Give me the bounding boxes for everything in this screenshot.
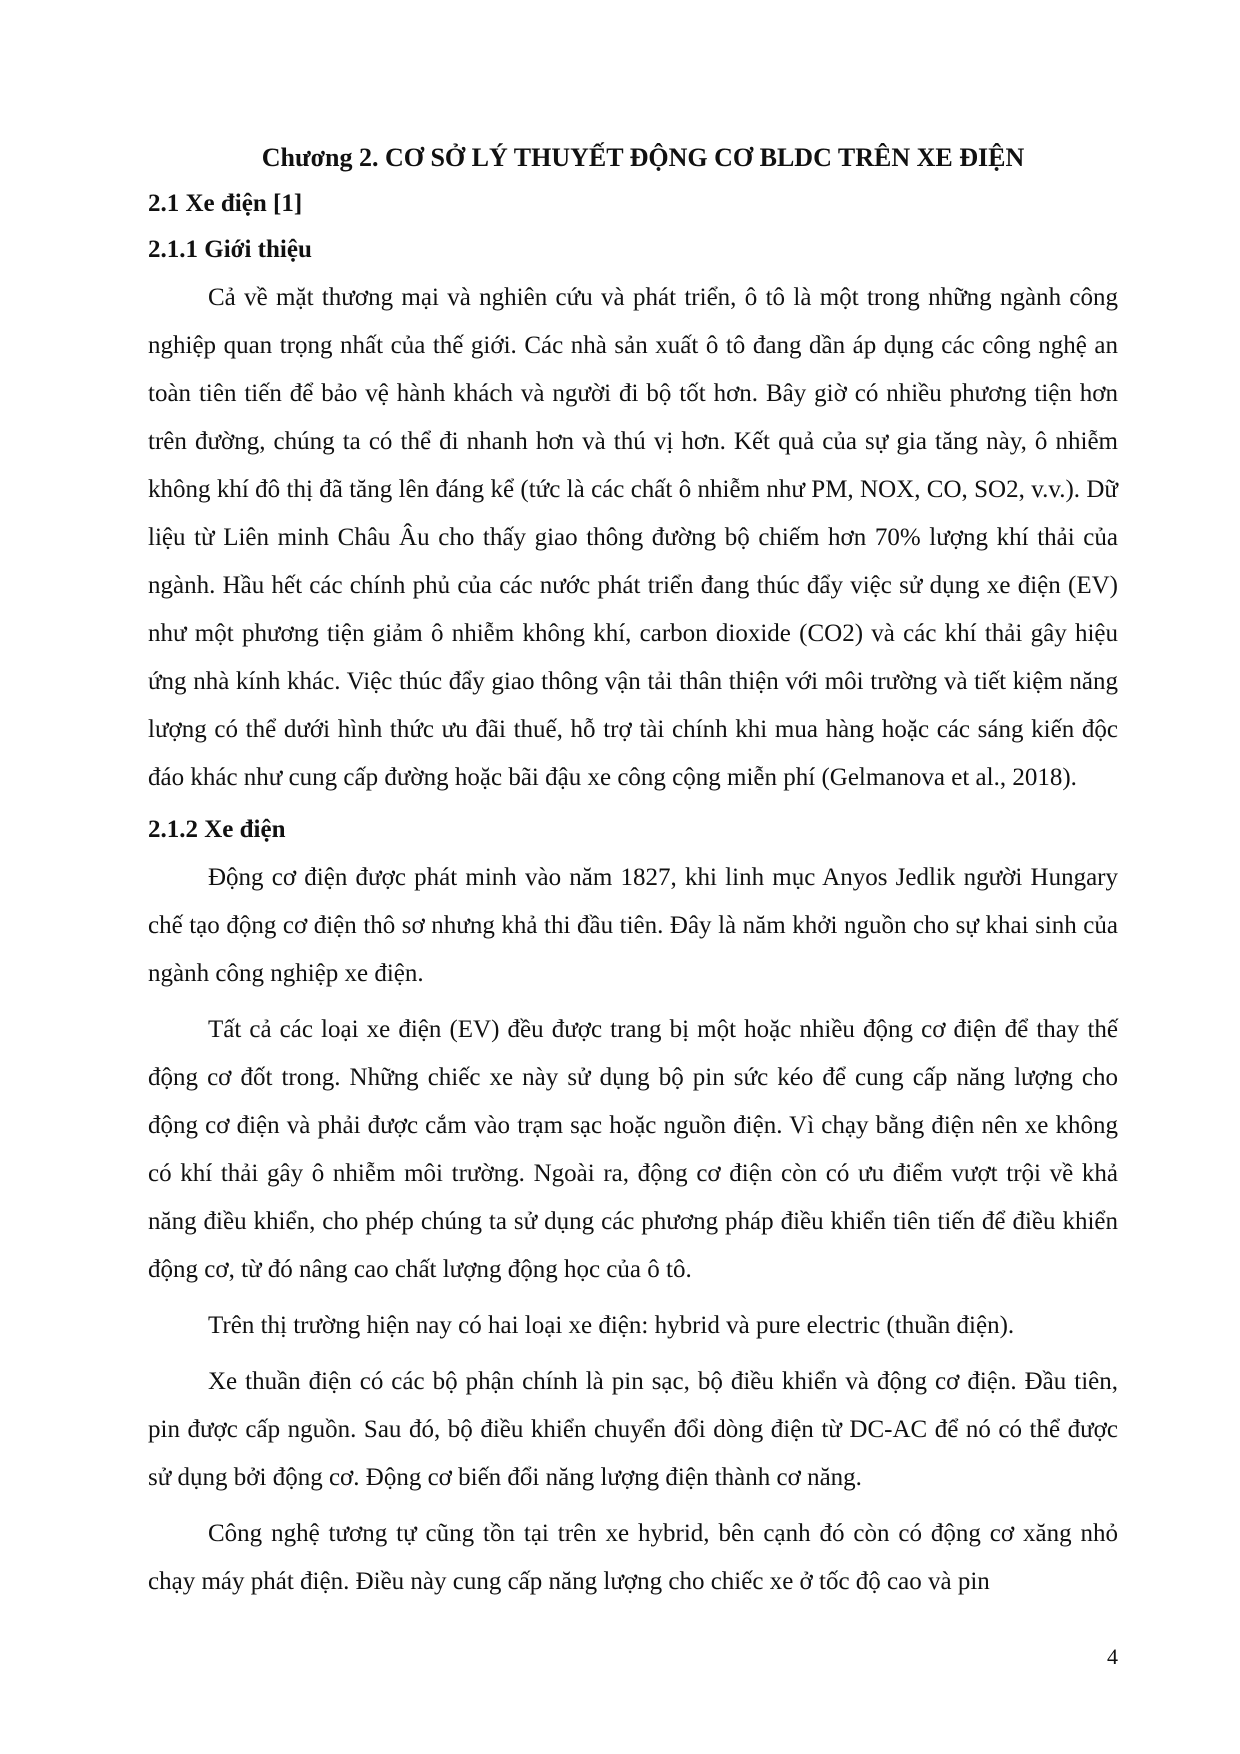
paragraph: Công nghệ tương tự cũng tồn tại trên xe hybrid, bên cạnh đó còn có động cơ xăng nhỏ chạy máy phát điện. Điều này cung cấp năng lượng cho chiếc xe ở tốc độ cao và pin	[148, 1520, 1118, 1595]
subsection-heading-intro: 2.1.1 Giới thiệu	[148, 236, 312, 263]
chapter-title: Chương 2. CƠ SỞ LÝ THUYẾT ĐỘNG CƠ BLDC TRÊN XE ĐIỆN	[261, 143, 1025, 172]
paragraph: Động cơ điện được phát minh vào năm 1827, khi linh mục Anyos Jedlik người Hungary chế tạo động cơ điện thô sơ nhưng khả thi đầu tiên. Đây là năm khởi nguồn cho sự khai sinh của ngành công nghiệp xe điện.	[148, 864, 1118, 987]
paragraph: Trên thị trường hiện nay có hai loại xe điện: hybrid và pure electric (thuần điện).	[208, 1312, 1015, 1339]
subsection-heading-ev: 2.1.2 Xe điện	[148, 816, 286, 843]
paragraph: Xe thuần điện có các bộ phận chính là pin sạc, bộ điều khiển và động cơ điện. Đầu tiên, pin được cấp nguồn. Sau đó, bộ điều khiển chuyển đổi dòng điện từ DC-AC để nó có thể được sử dụng bởi động cơ. Động cơ biến đổi năng lượng điện thành cơ năng.	[148, 1368, 1118, 1491]
paragraph: Tất cả các loại xe điện (EV) đều được trang bị một hoặc nhiều động cơ điện để thay thế động cơ đốt trong. Những chiếc xe này sử dụng bộ pin sức kéo để cung cấp năng lượng cho động cơ điện và phải được cắm vào trạm sạc hoặc nguồn điện. Vì chạy bằng điện nên xe không có khí thải gây ô nhiễm môi trường. Ngoài ra, động cơ điện còn có ưu điểm vượt trội về khả năng điều khiển, cho phép chúng ta sử dụng các phương pháp điều khiển tiên tiến để điều khiển động cơ, từ đó nâng cao chất lượng động học của ô tô.	[148, 1016, 1118, 1283]
paragraph: Cả về mặt thương mại và nghiên cứu và phát triển, ô tô là một trong những ngành công nghiệp quan trọng nhất của thế giới. Các nhà sản xuất ô tô đang dần áp dụng các công nghệ an toàn tiên tiến để bảo vệ hành khách và người đi bộ tốt hơn. Bây giờ có nhiều phương tiện hơn trên đường, chúng ta có thể đi nhanh hơn và thú vị hơn. Kết quả của sự gia tăng này, ô nhiễm không khí đô thị đã tăng lên đáng kể (tức là các chất ô nhiễm như PM, NOX, CO, SO2, v.v.). Dữ liệu từ Liên minh Châu Âu cho thấy giao thông đường bộ chiếm hơn 70% lượng khí thải của ngành. Hầu hết các chính phủ của các nước phát triển đang thúc đẩy việc sử dụng xe điện (EV) như một phương tiện giảm ô nhiễm không khí, carbon dioxide (CO2) và các khí thải gây hiệu ứng nhà kính khác. Việc thúc đẩy giao thông vận tải thân thiện với môi trường và tiết kiệm năng lượng có thể dưới hình thức ưu đãi thuế, hỗ trợ tài chính khi mua hàng hoặc các sáng kiến độc đáo khác như cung cấp đường hoặc bãi đậu xe công cộng miễn phí (Gelmanova et al., 2018).	[148, 284, 1118, 791]
page-number: 4	[1107, 1644, 1118, 1669]
section-heading: 2.1 Xe điện [1]	[148, 190, 303, 217]
document-page	[148, 140, 1118, 1700]
